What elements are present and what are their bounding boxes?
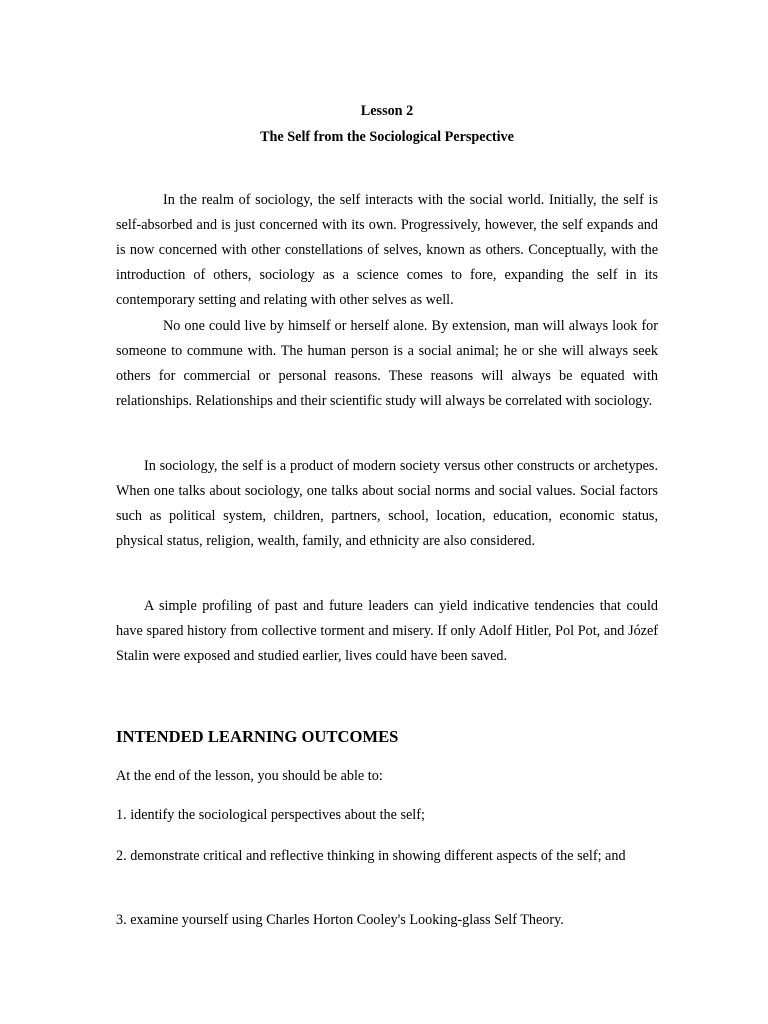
learning-outcomes-intro: At the end of the lesson, you should be able to: (116, 768, 383, 784)
paragraph-intro: In the realm of sociology, the self interacts with the social world. Initially, the self is self-absorbed and is just concerned with its own. Progressively, however, the self expands and is now concerned with other constellations of selves, known as others. Conceptually, with the introduction of others, sociology as a science comes to fore, expanding the self in its contemporary setting and relating with other selves as well. (116, 192, 658, 308)
paragraph-social-animal: No one could live by himself or herself alone. By extension, man will always look for someone to commune with. The human person is a social animal; he or she will always seek others for commercial or personal reasons. These reasons will always be equated with relationships. Relationships and their scientific study will always be correlated with sociology. (116, 318, 658, 409)
lesson-number: Lesson 2 (360, 103, 414, 119)
learning-outcomes-heading: INTENDED LEARNING OUTCOMES (116, 727, 399, 746)
lesson-title: The Self from the Sociological Perspective (260, 129, 514, 145)
learning-outcome-item: 2. demonstrate critical and reflective thinking in showing different aspects of the self; and (116, 848, 626, 864)
paragraph-social-factors: In sociology, the self is a product of modern society versus other constructs or archetypes. When one talks about sociology, one talks about social norms and social values. Social factors such as political system, children, partners, school, location, education, economic status, physical status, religion, wealth, family, and ethnicity are also considered. (116, 458, 658, 549)
paragraph-leader-profiling: A simple profiling of past and future leaders can yield indicative tendencies that could have spared history from collective torment and misery. If only Adolf Hitler, Pol Pot, and Józef Stalin were exposed and studied earlier, lives could have been saved. (116, 598, 658, 664)
learning-outcome-item: 1. identify the sociological perspectives about the self; (116, 807, 425, 823)
learning-outcome-item: 3. examine yourself using Charles Horton Cooley's Looking-glass Self Theory. (116, 912, 564, 928)
